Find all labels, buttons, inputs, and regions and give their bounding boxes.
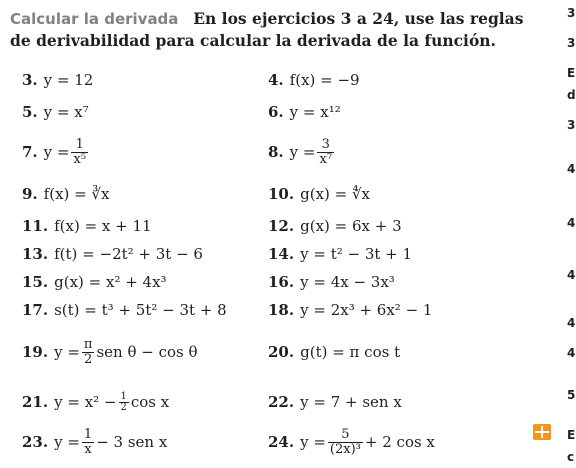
exercise-10 [268, 176, 370, 212]
exercise-number: 10. [268, 185, 295, 203]
exercise-number: 8. [268, 143, 284, 161]
exercise-expression: y = t² − 3t + 1 [300, 245, 413, 263]
exercise-number: 5. [22, 103, 38, 121]
instructions-block [10, 8, 530, 52]
exercise-expression: g(t) = π cos t [300, 343, 401, 361]
fragment-char: 4 [567, 268, 576, 282]
fraction-numerator: 5 [341, 426, 350, 442]
exercise-22 [268, 384, 402, 420]
exercise-expression: s(t) = t³ + 5t² − 3t + 8 [54, 301, 227, 319]
exercise-24 [268, 424, 435, 460]
exercise-lhs: y = [43, 143, 70, 161]
exercise-number: 16. [268, 273, 295, 291]
exercise-6 [268, 94, 341, 130]
exercise-number: 11. [22, 217, 49, 235]
fragment-char: E [567, 428, 576, 442]
adjacent-column-fragment [553, 0, 576, 468]
exercise-number: 3. [22, 71, 38, 89]
exercise-expression: y = 12 [43, 71, 94, 89]
fragment-char: d [567, 88, 576, 102]
fraction-numerator: 3 [321, 136, 330, 152]
exercise-number: 23. [22, 433, 49, 451]
fragment-char: 4 [567, 162, 576, 176]
exercise-lhs: y = x² − [54, 393, 117, 411]
exercise-7 [22, 134, 90, 170]
section-title: Calcular la derivada [10, 10, 179, 28]
exercise-18 [268, 292, 432, 328]
exercise-number: 14. [268, 245, 295, 263]
exercise-number: 4. [268, 71, 284, 89]
exercise-number: 24. [268, 433, 295, 451]
exercise-19 [22, 334, 198, 370]
fraction-denominator: 2 [120, 401, 127, 413]
exercise-lhs: y = [54, 433, 80, 451]
exercise-lhs: y = [54, 343, 80, 361]
instructions-text: En los ejercicios 3 a 24, use las reglas de derivabilidad para calcular la derivada de la función. [10, 9, 524, 50]
exercise-rhs: sen θ − cos θ [96, 343, 198, 361]
exercise-5 [22, 94, 89, 130]
exercise-number: 15. [22, 273, 49, 291]
exercise-number: 13. [22, 245, 49, 263]
fraction [82, 338, 95, 367]
fraction [119, 392, 129, 413]
exercise-rhs: − 3 sen x [96, 433, 168, 451]
fragment-char: 4 [567, 346, 576, 360]
fragment-char: 4 [567, 216, 576, 230]
exercise-expression: f(t) = −2t² + 3t − 6 [54, 245, 203, 263]
book-icon [533, 424, 551, 440]
fraction-denominator: (2x)³ [329, 441, 361, 457]
exercise-rhs: cos x [130, 393, 170, 411]
fragment-char: c [567, 450, 575, 464]
exercise-number: 18. [268, 301, 295, 319]
exercise-number: 12. [268, 217, 295, 235]
exercise-number: 19. [22, 343, 49, 361]
exercise-number: 21. [22, 393, 49, 411]
fraction [317, 138, 334, 167]
exercise-3 [22, 62, 93, 98]
fraction [71, 138, 88, 167]
fraction-numerator: 1 [83, 426, 93, 442]
fragment-char: 3 [567, 118, 576, 132]
exercise-4 [268, 62, 360, 98]
exercise-number: 20. [268, 343, 295, 361]
exercise-expression: y = x¹² [289, 103, 341, 121]
exercise-23 [22, 424, 167, 460]
exercise-number: 9. [22, 185, 38, 203]
fraction [82, 428, 94, 457]
fragment-char: 5 [567, 388, 576, 402]
exercise-expression: y = 2x³ + 6x² − 1 [300, 301, 433, 319]
exercise-rhs: + 2 cos x [364, 433, 435, 451]
fragment-char: 4 [567, 316, 576, 330]
exercise-expression: g(x) = ∜x [300, 185, 370, 203]
exercise-expression: g(x) = x² + 4x³ [54, 273, 167, 291]
exercise-expression: f(x) = ∛x [43, 185, 110, 203]
fragment-char: 3 [567, 6, 576, 20]
exercise-21 [22, 384, 169, 420]
exercise-number: 17. [22, 301, 49, 319]
exercise-expression: f(x) = −9 [289, 71, 360, 89]
exercise-number: 22. [268, 393, 295, 411]
exercise-expression: f(x) = x + 11 [54, 217, 152, 235]
exercise-lhs: y = [300, 433, 326, 451]
fraction-numerator: π [83, 336, 93, 352]
exercise-expression: y = 7 + sen x [300, 393, 402, 411]
exercise-8 [268, 134, 336, 170]
fraction [328, 428, 363, 457]
fraction-denominator: 2 [84, 351, 93, 367]
exercise-9 [22, 176, 110, 212]
exercise-lhs: y = [289, 143, 316, 161]
fragment-char: E [567, 66, 576, 80]
exercise-expression: g(x) = 6x + 3 [300, 217, 402, 235]
exercise-expression: y = 4x − 3x³ [300, 273, 395, 291]
exercise-number: 7. [22, 143, 38, 161]
fragment-char: 3 [567, 36, 576, 50]
fraction-numerator: 1 [75, 136, 84, 152]
fraction-numerator: 1 [120, 390, 127, 402]
fraction-denominator: x [84, 441, 92, 457]
exercise-expression: y = x⁷ [43, 103, 89, 121]
fraction-denominator: x⁵ [73, 151, 87, 167]
exercise-number: 6. [268, 103, 284, 121]
fraction-denominator: x⁷ [319, 151, 333, 167]
exercise-20 [268, 334, 400, 370]
exercise-17 [22, 292, 227, 328]
